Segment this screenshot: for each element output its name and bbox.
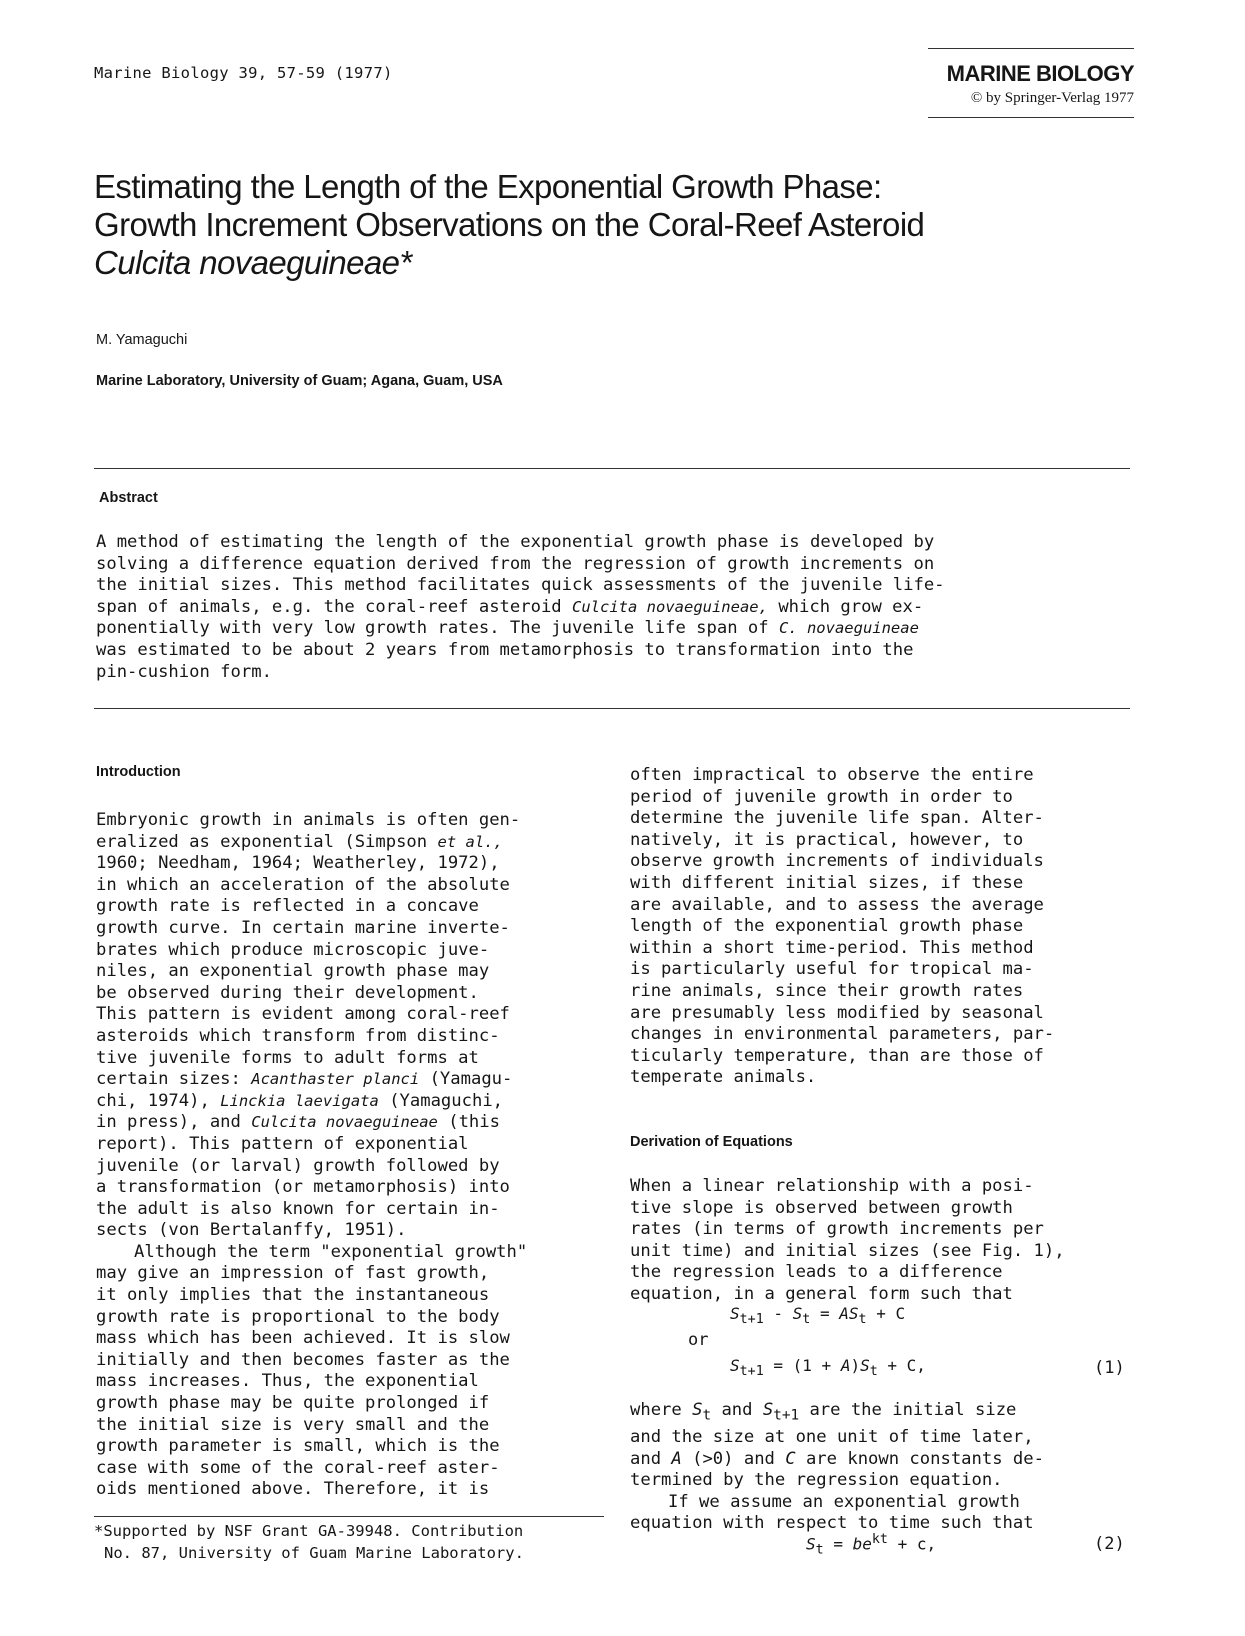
text-line: initially and then becomes faster as the: [96, 1349, 510, 1370]
math-symbol: A: [671, 1448, 682, 1469]
math-subscript: t+1: [739, 1312, 764, 1328]
derivation-text: [630, 1176, 1140, 1306]
math-subscript: t: [858, 1312, 867, 1328]
text-line: tive juvenile forms to adult forms at: [96, 1047, 479, 1068]
author-affiliation: Marine Laboratory, University of Guam; Agana, Guam, USA: [96, 373, 503, 389]
abstract-text: [96, 532, 1136, 683]
math-term: + C,: [887, 1356, 926, 1375]
species-name: Linckia laevigata: [220, 1091, 379, 1110]
abstract-line: A method of estimating the length of the exponential growth phase is developed by: [96, 532, 935, 552]
text-line: case with some of the coral-reef aster-: [96, 1457, 500, 1478]
text-line: Although the term "exponential growth": [134, 1241, 528, 1262]
text-run: certain sizes:: [96, 1069, 241, 1090]
abstract-line: [96, 597, 1136, 619]
text-line: ticularly temperature, than are those of: [630, 1045, 1044, 1066]
journal-name: MARINE BIOLOGY: [946, 61, 1134, 86]
math-symbol: S: [806, 1534, 816, 1554]
abstract-line: the initial sizes. This method facilitates quick assessments of the juvenile life-: [96, 575, 945, 596]
math-symbol: S: [692, 1400, 703, 1420]
footnote: [94, 1520, 524, 1564]
article-title: [94, 168, 1154, 282]
text-line: rine animals, since their growth rates: [630, 980, 1024, 1001]
text-line: If we assume an exponential growth: [668, 1491, 1020, 1512]
text-run: are known constants de-: [795, 1448, 1044, 1469]
math-symbol: C: [785, 1448, 796, 1469]
derivation-heading: Derivation of Equations: [630, 1134, 793, 1150]
math-symbol: e: [862, 1534, 872, 1554]
math-symbol: S: [730, 1304, 740, 1323]
author-name: M. Yamaguchi: [96, 332, 188, 348]
text-line: period of juvenile growth in order to: [630, 786, 1013, 807]
species-name: C. novaeguineae: [778, 619, 919, 638]
title-line-3: Culcita novaeguineae*: [94, 244, 412, 281]
abstract-line: solving a difference equation derived from the regression of growth increments on: [96, 553, 935, 574]
text-run: chi, 1974),: [96, 1090, 210, 1111]
journal-masthead: [928, 48, 1134, 118]
text-line: [630, 1449, 1140, 1471]
math-operator: =: [819, 1304, 830, 1323]
abstract-line: pin-cushion form.: [96, 661, 272, 682]
abstract-text-run: which grow ex-: [767, 596, 924, 617]
math-subscript: t: [802, 1312, 811, 1328]
text-line: brates which produce microscopic juve-: [96, 939, 490, 960]
text-run: (this: [448, 1112, 500, 1133]
text-line: are presumably less modified by seasonal: [630, 1002, 1044, 1023]
text-line: When a linear relationship with a posi-: [630, 1176, 1034, 1196]
derivation-text-continued: [630, 1400, 1140, 1535]
text-line: niles, an exponential growth phase may: [96, 961, 490, 982]
text-line: asteroids which transform from distinc-: [96, 1025, 500, 1046]
text-line: [96, 832, 606, 854]
text-line: a transformation (or metamorphosis) into: [96, 1177, 510, 1198]
text-line: equation with respect to time such that: [630, 1513, 1034, 1534]
text-line: growth curve. In certain marine inverte-: [96, 917, 510, 938]
text-run: and: [711, 1400, 763, 1420]
abstract-heading: Abstract: [99, 490, 158, 506]
math-symbol: S: [848, 1304, 859, 1323]
introduction-heading: Introduction: [96, 764, 181, 780]
text-line: growth parameter is small, which is the: [96, 1436, 500, 1457]
math-operator: -: [773, 1304, 783, 1323]
text-line: changes in environmental parameters, par-: [630, 1024, 1055, 1045]
footnote-line: No. 87, University of Guam Marine Laboratory.: [104, 1544, 524, 1562]
title-line-1: Estimating the Length of the Exponential Growth Phase:: [94, 168, 882, 205]
title-line-2: Growth Increment Observations on the Coral-Reef Asteroid: [94, 206, 925, 243]
abstract-line: was estimated to be about 2 years from metamorphosis to transformation into the: [96, 639, 914, 660]
footnote-line: *Supported by NSF Grant GA-39948. Contribution: [94, 1522, 524, 1540]
species-name: Culcita novaeguineae: [251, 1113, 438, 1132]
math-subscript: t: [702, 1407, 712, 1424]
math-symbol: A: [840, 1356, 851, 1375]
text-line: juvenile (or larval) growth followed by: [96, 1155, 500, 1176]
equation-or: or: [688, 1330, 709, 1350]
math-operator: =: [833, 1534, 843, 1554]
text-line: growth phase may be quite prolonged if: [96, 1393, 490, 1414]
text-line: be observed during their development.: [96, 982, 479, 1003]
right-column-text: [630, 765, 1140, 1089]
text-line: often impractical to observe the entire: [630, 765, 1034, 785]
text-line: mass increases. Thus, the exponential: [96, 1371, 479, 1392]
species-name: Acanthaster planci: [251, 1070, 420, 1089]
text-run: (>0) and: [681, 1448, 786, 1469]
text-line: observe growth increments of individuals: [630, 851, 1044, 872]
text-line: [630, 1400, 1140, 1427]
text-run: in press), and: [96, 1112, 241, 1133]
math-symbol: A: [839, 1304, 849, 1323]
text-run: are the initial size: [799, 1400, 1017, 1420]
text-line: in which an acceleration of the absolute: [96, 874, 510, 895]
text-line: [96, 1069, 606, 1091]
text-line: termined by the regression equation.: [630, 1470, 1003, 1491]
math-symbol: S: [860, 1356, 870, 1375]
abstract-text-run: ponentially with very low growth rates. The juvenile life span of: [96, 618, 779, 639]
footnote-rule: [94, 1516, 604, 1517]
text-line: natively, it is practical, however, to: [630, 829, 1024, 850]
text-run: (Yamagu-: [429, 1069, 513, 1090]
math-term: ): [850, 1356, 861, 1375]
text-line: mass which has been achieved. It is slow: [96, 1328, 510, 1349]
math-subscript: t: [815, 1542, 824, 1558]
text-line: the initial size is very small and the: [96, 1414, 490, 1435]
equation-2: [806, 1532, 936, 1558]
text-line: growth rate is proportional to the body: [96, 1306, 500, 1327]
text-line: This pattern is evident among coral-reef: [96, 1004, 510, 1025]
text-run: and: [630, 1448, 672, 1469]
text-line: report). This pattern of exponential: [96, 1133, 469, 1154]
equation-2-number: (2): [1094, 1534, 1125, 1554]
math-subscript: t: [869, 1364, 878, 1380]
text-line: may give an impression of fast growth,: [96, 1263, 490, 1284]
text-line: growth rate is reflected in a concave: [96, 896, 479, 917]
abstract-line: [96, 618, 1136, 640]
math-superscript: kt: [871, 1532, 888, 1547]
text-line: temperate animals.: [630, 1067, 817, 1088]
math-term: + c,: [897, 1534, 937, 1554]
text-run: (Yamaguchi,: [389, 1090, 504, 1111]
math-symbol: b: [852, 1534, 863, 1554]
text-run: eralized as exponential (Simpson: [96, 831, 428, 852]
math-symbol: S: [730, 1356, 740, 1375]
text-line: within a short time-period. This method: [630, 937, 1034, 958]
math-subscript: t+1: [773, 1407, 800, 1424]
text-line: [96, 1091, 606, 1113]
journal-citation: Marine Biology 39, 57-59 (1977): [94, 64, 393, 82]
abstract-text-run: span of animals, e.g. the coral-reef asteroid: [96, 596, 572, 617]
text-line: length of the exponential growth phase: [630, 916, 1024, 937]
text-line: with different initial sizes, if these: [630, 872, 1024, 893]
text-line: unit time) and initial sizes (see Fig. 1),: [630, 1240, 1065, 1261]
text-line: rates (in terms of growth increments per: [630, 1219, 1044, 1240]
text-line: oids mentioned above. Therefore, it is: [96, 1479, 490, 1500]
text-line: Embryonic growth in animals is often gen-: [96, 810, 521, 830]
publisher-copyright: © by Springer-Verlag 1977: [970, 90, 1134, 106]
equation-1-number: (1): [1094, 1358, 1125, 1378]
species-name: Culcita novaeguineae,: [572, 597, 768, 616]
equation-1: [730, 1356, 926, 1379]
math-subscript: t+1: [739, 1364, 764, 1380]
text-line: is particularly useful for tropical ma-: [630, 959, 1034, 980]
text-line: tive slope is observed between growth: [630, 1197, 1013, 1218]
math-symbol: S: [792, 1304, 803, 1323]
math-operator: =: [773, 1356, 783, 1375]
text-line: the regression leads to a difference: [630, 1262, 1003, 1283]
abstract-top-rule: [94, 468, 1130, 469]
text-line: [96, 1112, 606, 1134]
text-line: determine the juvenile life span. Alter-: [630, 808, 1044, 829]
citation-et-al: et al.,: [437, 832, 503, 851]
math-term: + C: [876, 1304, 906, 1323]
math-term: (1 +: [792, 1356, 841, 1375]
math-symbol: S: [762, 1400, 774, 1420]
equation-difference: [730, 1304, 905, 1327]
text-line: it only implies that the instantaneous: [96, 1285, 490, 1306]
text-line: equation, in a general form such that: [630, 1283, 1013, 1304]
text-line: and the size at one unit of time later,: [630, 1427, 1034, 1448]
introduction-text: [96, 810, 606, 1501]
text-line: the adult is also known for certain in-: [96, 1198, 500, 1219]
text-line: are available, and to assess the average: [630, 894, 1044, 915]
text-run: where: [630, 1400, 693, 1420]
text-line: sects (von Bertalanffy, 1951).: [96, 1220, 407, 1241]
text-line: 1960; Needham, 1964; Weatherley, 1972),: [96, 853, 500, 874]
abstract-bottom-rule: [94, 708, 1130, 709]
